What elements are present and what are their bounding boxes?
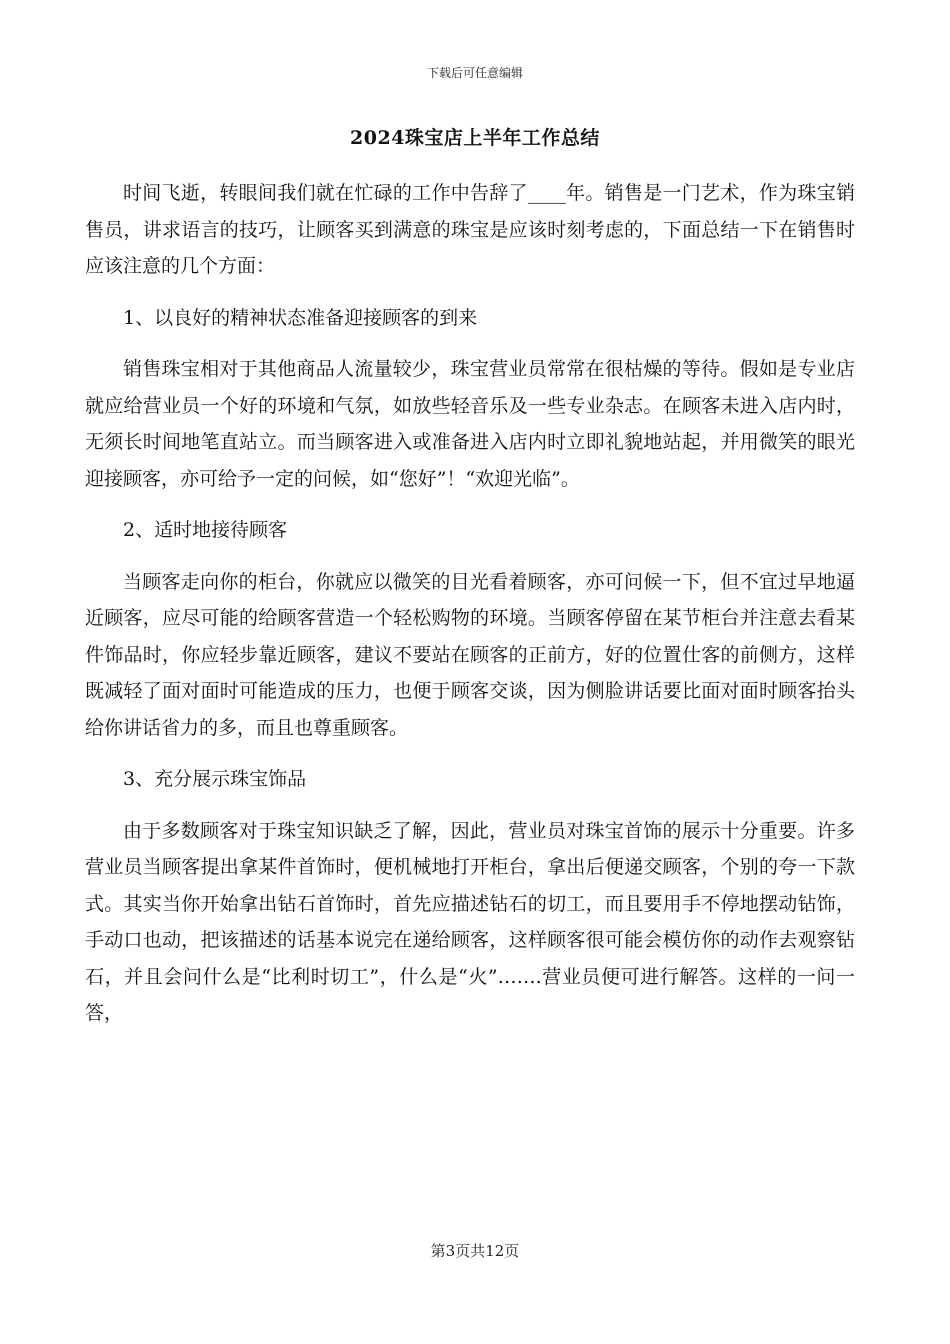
- paragraph-intro: 时间飞逝，转眼间我们就在忙碌的工作中告辞了____年。销售是一门艺术，作为珠宝销售员，讲求语言的技巧，让顾客买到满意的珠宝是应该时刻考虑的，下面总结一下在销售时应该注意的几个方面：: [85, 182, 855, 277]
- page-number: 第3页共12页: [430, 1242, 520, 1260]
- document-body: [85, 175, 855, 1032]
- section-heading-3: 3、充分展示珠宝饰品: [123, 768, 307, 790]
- section-heading-2: 2、适时地接待顾客: [123, 519, 288, 541]
- paragraph-section-1: 销售珠宝相对于其他商品人流量较少，珠宝营业员常常在很枯燥的等待。假如是专业店就应给营业员一个好的环境和气氛，如放些轻音乐及一些专业杂志。在顾客未进入店内时，无须长时间地笔直站立。而当顾客进入或准备进入店内时立即礼貌地站起，并用微笑的眼光迎接顾客，亦可给予一定的问候，如“您好”！“欢迎光临”。: [85, 358, 855, 490]
- section-heading-1: 1、以良好的精神状态准备迎接顾客的到来: [123, 306, 478, 329]
- paragraph-section-3: 由于多数顾客对于珠宝知识缺乏了解，因此，营业员对珠宝首饰的展示十分重要。许多营业员当顾客提出拿某件首饰时，便机械地打开柜台，拿出后便递交顾客，个别的夸一下款式。其实当你开始拿出钻石首饰时，首先应描述钻石的切工，而且要用手不停地摆动钻饰，手动口也动，把该描述的话基本说完在递给顾客，这样顾客很可能会模仿你的动作去观察钻石，并且会问什么是“比利时切工”，什么是“火”…….营业员便可进行解答。这样的一问一答，: [85, 819, 855, 1024]
- page-header: 下载后可任意编辑: [426, 66, 523, 80]
- document-title: 2024珠宝店上半年工作总结: [350, 127, 600, 149]
- paragraph-section-2: 当顾客走向你的柜台，你就应以微笑的目光看着顾客，亦可问候一下，但不宜过早地逼近顾客，应尽可能的给顾客营造一个轻松购物的环境。当顾客停留在某节柜台并注意去看某件饰品时，你应轻步靠近顾客，建议不要站在顾客的正前方，好的位置仕客的前侧方，这样既减轻了面对面时可能造成的压力，也便于顾客交谈，因为侧脸讲话要比面对面时顾客抬头给你讲话省力的多，而且也尊重顾客。: [85, 570, 855, 739]
